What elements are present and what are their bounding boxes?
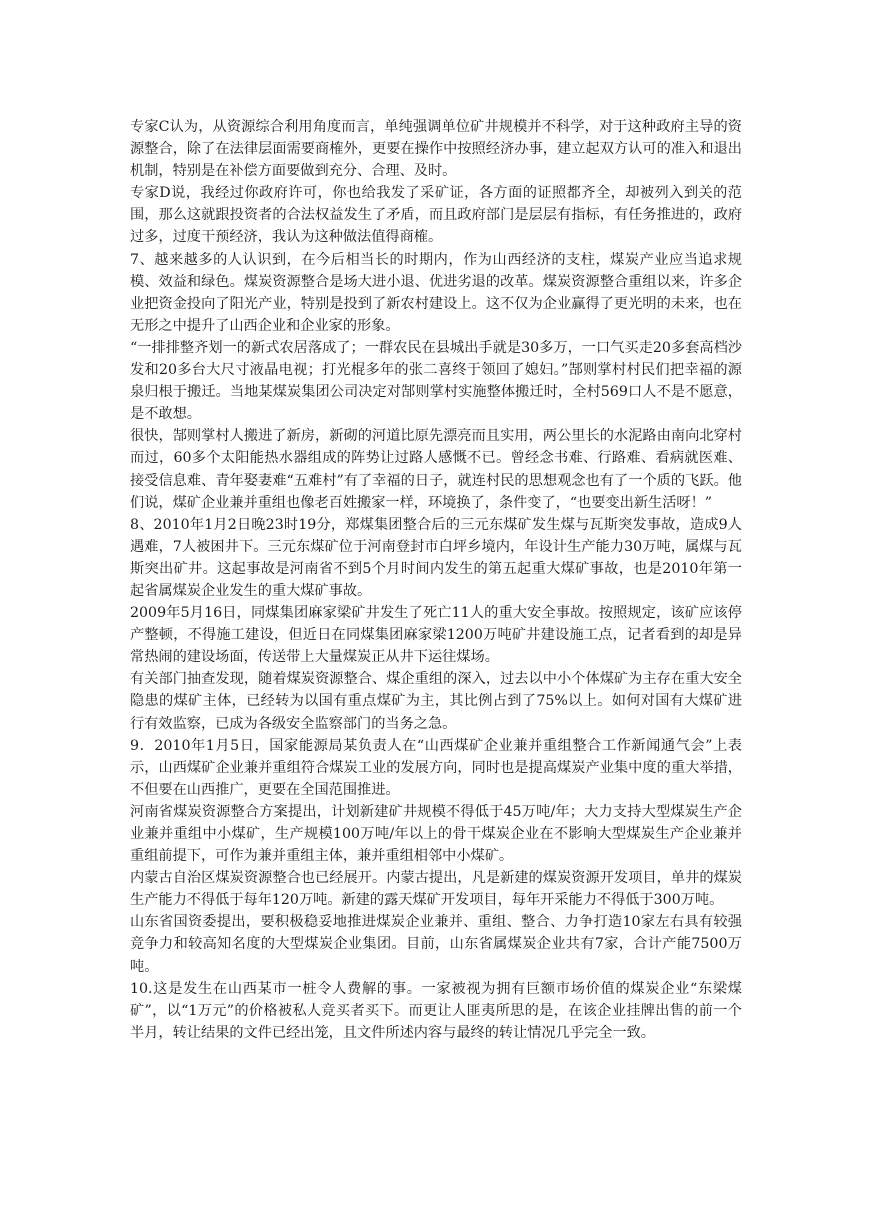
paragraph-henan: 河南省煤炭资源整合方案提出，计划新建矿井规模不得低于45万吨/年；大力支持大型煤炭生产企业兼并重组中小煤矿，生产规模100万吨/年以上的骨干煤炭企业在不影响大型煤炭生产企业兼并重组前提下，可作为兼并重组主体，兼并重组相邻中小煤矿。: [130, 803, 742, 865]
paragraph-expert-c: 专家C认为，从资源综合利用角度而言，单纯强调单位矿井规模并不科学，对于这种政府主导的资源整合，除了在法律层面需要商榷外，更要在操作中按照经济办事，建立起双方认可的准入和退出机制，特别是在补偿方面要做到充分、合理、及时。: [130, 119, 742, 180]
paragraph-village-quote: “一排排整齐划一的新式农居落成了；一群农民在县城出手就是30多万，一口气买走20多套高档沙发和20多台大尺寸液晶电视；打光棍多年的张二喜终于领回了媳妇。”郜则掌村村民们把幸福的源泉归根于搬迁。当地某煤炭集团公司决定对郜则掌村实施整体搬迁时，全村569口人不是不愿意，是不敢想。: [130, 339, 742, 423]
paragraph-inspection: 有关部门抽查发现，随着煤炭资源整合、煤企重组的深入，过去以中小个体煤矿为主存在重大安全隐患的煤矿主体，已经转为以国有重点煤矿为主，其比例占到了75%以上。如何对国有大煤矿进行有效监察，已成为各级安全监察部门的当务之急。: [130, 671, 742, 732]
paragraph-village-relocation: 很快，郜则掌村人搬进了新房，新砌的河道比原先漂亮而且实用，两公里长的水泥路由南向北穿村而过，60多个太阳能热水器组成的阵势让过路人感慨不已。曾经念书难、行路难、看病就医难、接受信息难、青年娶妻难“五难村”有了幸福的日子，就连村民的思想观念也有了一个质的飞跃。他们说，煤矿企业兼并重组也像老百姓搬家一样，环境换了，条件变了，“也要变出新生活呀！”: [130, 428, 742, 511]
paragraph-item-8: 8、2010年1月2日晚23时19分，郑煤集团整合后的三元东煤矿发生煤与瓦斯突发事故，造成9人遇难，7人被困井下。三元东煤矿位于河南登封市白坪乡境内，年设计生产能力30万吨，属煤与瓦斯突出矿井。这起事故是河南省不到5个月时间内发生的第五起重大煤矿事故，也是2010年第一起省属煤炭企业发生的重大煤矿事故。: [130, 516, 742, 599]
paragraph-item-9: 9．2010年1月5日，国家能源局某负责人在“山西煤矿企业兼并重组整合工作新闻通气会”上表示，山西煤矿企业兼并重组符合煤炭工业的发展方向，同时也是提高煤炭产业集中度的重大举措，不但要在山西推广，更要在全国范围推进。: [130, 737, 742, 798]
paragraph-item-10: 10.这是发生在山西某市一桩令人费解的事。一家被视为拥有巨额市场价值的煤炭企业“东梁煤矿”，以“1万元”的价格被私人竞买者买下。而更让人匪夷所思的是，在该企业挂牌出售的前一个半月，转让结果的文件已经出笼，且文件所述内容与最终的转让情况几乎完全一致。: [130, 980, 742, 1041]
paragraph-expert-d: 专家D说，我经过你政府许可，你也给我发了采矿证，各方面的证照都齐全，却被列入到关的范围，那么这就跟投资者的合法权益发生了矛盾，而且政府部门是层层有指标，有任务推进的，政府过多，过度干预经济，我认为这种做法值得商榷。: [130, 185, 742, 246]
paragraph-inner-mongolia: 内蒙古自治区煤炭资源整合也已经展开。内蒙古提出，凡是新建的煤炭资源开发项目，单井的煤炭生产能力不得低于每年120万吨。新建的露天煤矿开发项目，每年开采能力不得低于300万吨。: [130, 870, 742, 909]
document-body: [130, 116, 742, 1044]
paragraph-item-7: 7、越来越多的人认识到，在今后相当长的时期内，作为山西经济的支柱，煤炭产业应当追求规模、效益和绿色。煤炭资源整合是场大进小退、优进劣退的改革。煤炭资源整合重组以来，许多企业把资金投向了阳光产业，特别是投到了新农村建设上。这不仅为企业赢得了更光明的未来，也在无形之中提升了山西企业和企业家的形象。: [130, 251, 742, 334]
paragraph-tongmei-accident: 2009年5月16日，同煤集团麻家梁矿井发生了死亡11人的重大安全事故。按照规定，该矿应该停产整顿，不得施工建设，但近日在同煤集团麻家梁1200万吨矿井建设施工点，记者看到的却是异常热闹的建设场面，传送带上大量煤炭正从井下运往煤场。: [130, 605, 742, 666]
paragraph-shandong: 山东省国资委提出，要积极稳妥地推进煤炭企业兼并、重组、整合、力争打造10家左右具有较强竞争力和较高知名度的大型煤炭企业集团。目前，山东省属煤炭企业共有7家，合计产能7500万吨。: [130, 914, 742, 975]
